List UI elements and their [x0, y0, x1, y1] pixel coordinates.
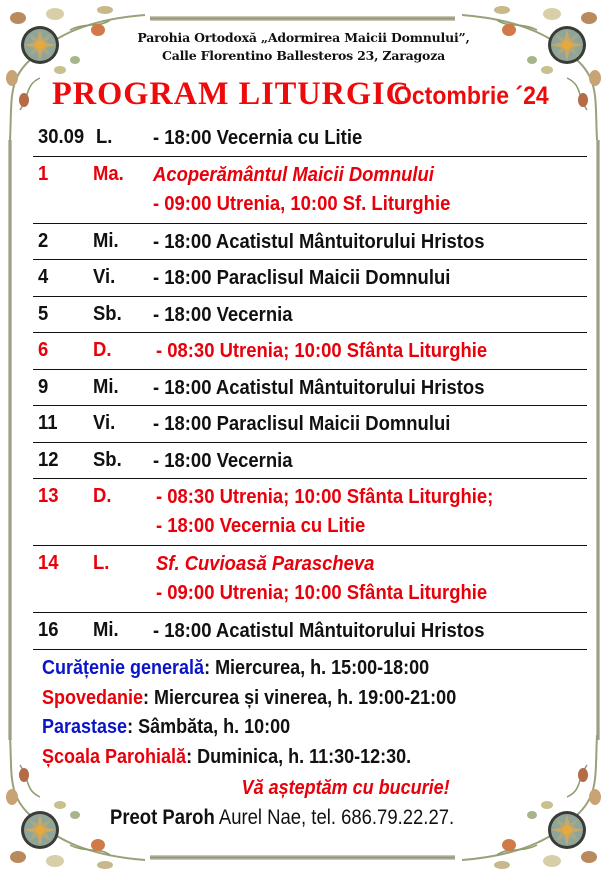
- table-row: [33, 406, 587, 443]
- closing-message: [0, 777, 607, 800]
- row-day: 2: [38, 228, 49, 252]
- table-row: [33, 613, 587, 650]
- row-weekday: Ma.: [93, 161, 124, 185]
- note-parish-school: [42, 743, 519, 773]
- row-weekday: D.: [93, 338, 112, 361]
- note-label: Școala Parohială: [42, 745, 187, 768]
- table-row: [33, 157, 587, 224]
- row-weekday: Vi.: [93, 411, 116, 434]
- note-label: Spovedanie: [42, 686, 144, 709]
- row-weekday: L.: [93, 551, 110, 574]
- note-cleaning: [42, 654, 519, 684]
- note-text: : Duminica, h. 11:30-12:30.: [186, 745, 412, 768]
- row-weekday: L.: [96, 125, 113, 148]
- row-feast: Sf. Cuvioasă Parascheva: [156, 552, 375, 575]
- row-day: 9: [38, 374, 49, 398]
- table-row: [33, 370, 587, 407]
- row-weekday: Mi.: [93, 374, 119, 398]
- note-text: : Miercurea, h. 15:00-18:00: [204, 657, 430, 679]
- row-service: - 18:00 Paraclisul Maicii Domnului: [153, 412, 451, 435]
- row-service: - 18:00 Vecernia: [153, 302, 293, 326]
- row-weekday: Sb.: [93, 301, 122, 325]
- row-service: - 09:00 Utrenia, 10:00 Sf. Liturghie: [153, 191, 451, 215]
- table-row: [33, 224, 587, 261]
- row-weekday: Mi.: [93, 618, 119, 641]
- row-day: 14: [38, 551, 59, 574]
- signature-role: Preot Paroh: [110, 806, 215, 829]
- row-feast: Acoperământul Maicii Domnului: [153, 162, 434, 186]
- row-day: 16: [38, 618, 59, 641]
- note-memorials: [42, 713, 519, 743]
- row-weekday: Vi.: [93, 265, 116, 288]
- top-border-bar: [150, 16, 455, 21]
- table-row: [33, 333, 587, 370]
- row-day: 13: [38, 484, 59, 507]
- row-weekday: Mi.: [93, 228, 119, 252]
- table-row: [33, 479, 587, 546]
- row-service: - 18:00 Acatistul Mântuitorului Hristos: [153, 229, 485, 253]
- table-row: [33, 546, 587, 613]
- signature-text: Aurel Nae, tel. 686.79.22.27.: [214, 806, 455, 829]
- note-label: Curățenie generală: [42, 657, 205, 679]
- title-main: PROGRAM LITURGIC: [52, 76, 410, 112]
- row-service: - 08:30 Utrenia; 10:00 Sfânta Liturghie: [156, 339, 488, 362]
- note-text: : Miercurea și vinerea, h. 19:00-21:00: [143, 686, 457, 709]
- row-service: - 18:00 Acatistul Mântuitorului Hristos: [153, 375, 485, 399]
- row-weekday: D.: [93, 484, 112, 507]
- parish-address: Calle Florentino Ballesteros 23, Zaragoza: [161, 48, 445, 63]
- page-title: [52, 76, 572, 116]
- row-day: 30.09: [38, 125, 85, 148]
- row-day: 12: [38, 447, 59, 471]
- row-service: - 18:00 Vecernia: [153, 448, 293, 472]
- note-label: Parastase: [42, 716, 128, 738]
- title-month: Octombrie ´24: [394, 82, 549, 110]
- row-weekday: Sb.: [93, 447, 122, 471]
- row-day: 6: [38, 338, 49, 361]
- row-service: - 09:00 Utrenia; 10:00 Sfânta Liturghie: [156, 581, 488, 604]
- bottom-border-bar: [150, 855, 455, 860]
- left-border-bar: [8, 140, 12, 740]
- row-day: 1: [38, 161, 49, 185]
- row-day: 4: [38, 265, 49, 288]
- row-day: 11: [38, 411, 58, 434]
- row-service: - 18:00 Vecernia cu Litie: [153, 126, 363, 149]
- notes-section: [42, 654, 572, 772]
- row-day: 5: [38, 301, 49, 325]
- signature: [110, 806, 454, 830]
- table-row: [33, 443, 587, 480]
- right-border-bar: [596, 140, 600, 740]
- parish-name: Parohia Ortodoxă „Adormirea Maicii Domnului”,: [137, 30, 470, 45]
- row-service: - 18:00 Paraclisul Maicii Domnului: [153, 266, 451, 289]
- table-row: [33, 120, 587, 157]
- note-confession: [42, 684, 519, 714]
- note-text: : Sâmbăta, h. 10:00: [127, 716, 291, 738]
- closing-text: Vă așteptăm cu bucurie!: [241, 777, 451, 799]
- row-service: - 18:00 Vecernia cu Litie: [156, 514, 366, 537]
- row-service: - 18:00 Acatistul Mântuitorului Hristos: [153, 619, 485, 642]
- row-service: - 08:30 Utrenia; 10:00 Sfânta Liturghie;: [156, 485, 494, 508]
- table-row: [33, 297, 587, 334]
- schedule-table: [33, 120, 587, 650]
- table-row: [33, 260, 587, 297]
